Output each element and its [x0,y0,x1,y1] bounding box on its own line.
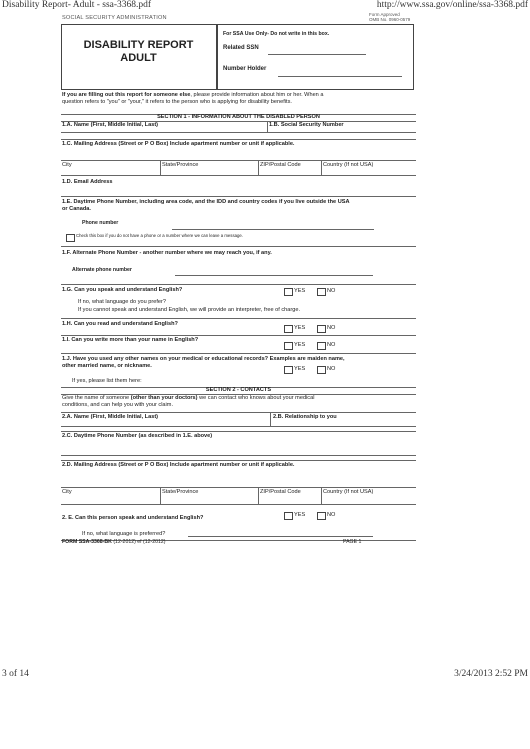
form-footer-id: FORM SSA-3368-BK (12-2012) ef (12-2012) [62,539,166,545]
q1i-no-checkbox[interactable] [317,342,326,350]
q1d-label: 1.D. Email Address [62,179,113,185]
q2e-label: 2. E. Can this person speak and understand English? [62,515,204,521]
q2d-label: 2.D. Mailing Address (Street or P O Box) Include apartment number or unit if applicable. [62,462,295,468]
q2e-no-checkbox[interactable] [317,512,326,520]
q2e-language-label: If no, what language is preferred? [82,531,166,537]
intro-text: If you are filling out this report for someone else, please provide information about him or her. When a question refers to "you" or "your," it refers to the person who is applying for disability benefits. [62,92,324,105]
agency-name: SOCIAL SECURITY ADMINISTRATION [62,15,167,21]
q2e-yes-checkbox[interactable] [284,512,293,520]
q1i-yes-checkbox[interactable] [284,342,293,350]
q1j-list-label: If yes, please list them here: [72,378,142,384]
state-label-1: State/Province [162,162,199,168]
city-label-1: City [62,162,72,168]
q1c-label: 1.C. Mailing Address (Street or P O Box) Include apartment number or unit if applicable. [62,141,295,147]
section2-header: SECTION 2 - CONTACTS [205,387,272,393]
q1h-label: 1.H. Can you read and understand English? [62,321,178,327]
q1j-no-checkbox[interactable] [317,366,326,374]
print-datetime: 3/24/2013 2:52 PM [454,669,528,679]
country-label-2: Country (If not USA) [323,489,374,495]
q1g-yes-checkbox[interactable] [284,288,293,296]
q1j-no-label: NO [327,366,336,372]
q1h-yes-label: YES [294,325,306,331]
q2a-label: 2.A. Name (First, Middle Initial, Last) [62,414,159,420]
q1g-interpreter-note: If you cannot speak and understand English, we will provide an interpreter, free of charge. [78,307,301,313]
q2e-no-label: NO [327,512,336,518]
document-url[interactable]: http://www.ssa.gov/online/ssa-3368.pdf [376,0,528,10]
q1j-yes-label: YES [294,366,306,372]
q1g-language-label: If no, what language do you prefer? [78,299,167,305]
no-phone-checkbox[interactable] [66,234,75,242]
state-label-2: State/Province [162,489,199,495]
q2e-language-line[interactable] [188,536,373,537]
q1i-yes-label: YES [294,342,306,348]
section2-intro: Give the name of someone (other than your doctors) we can contact who knows about your medical conditions, and can help you with your claim. [62,395,315,408]
page-indicator: 3 of 14 [2,669,29,679]
document-title: Disability Report- Adult - ssa-3368.pdf [2,0,152,10]
zip-label-1: ZIP/Postal Code [260,162,301,168]
q1i-label: 1.I. Can you write more than your name in English? [62,337,199,343]
q2b-label: 2.B. Relationship to you [273,414,337,420]
q1e-label: 1.E. Daytime Phone Number, including area code, and the IDD and country codes if you live outside the USA or Canada. [62,199,350,212]
form-title: DISABILITY REPORT [83,39,194,51]
q1g-no-label: NO [327,288,336,294]
related-ssn-label: Related SSN [223,45,259,51]
city-label-2: City [62,489,72,495]
alt-phone-label: Alternate phone number [72,267,132,273]
q1j-label: 1.J. Have you used any other names on your medical or educational records? Examples are maiden name, other married name, or nickname. [62,356,345,369]
q1i-no-label: NO [327,342,336,348]
phone-number-label: Phone number [82,220,119,226]
q1b-label: 1.B. Social Security Number [269,122,344,128]
number-holder-label: Number Holder [223,66,267,72]
q1h-no-checkbox[interactable] [317,325,326,333]
alt-phone-line[interactable] [175,275,373,276]
section1-header: SECTION 1 - INFORMATION ABOUT THE DISABLED PERSON [157,114,320,120]
omb-number: OMB No. 0960-0579 [369,17,411,22]
form-page-number: PAGE 1 [343,539,362,545]
phone-number-line[interactable] [172,229,374,230]
q1f-label: 1.F. Alternate Phone Number - another number where we may reach you, if any. [62,250,272,256]
q1h-no-label: NO [327,325,336,331]
no-phone-label: Check this box if you do not have a phone or a number where we can leave a message. [76,233,243,238]
q1a-label: 1.A. Name (First, Middle Initial, Last) [62,122,159,128]
q1j-yes-checkbox[interactable] [284,366,293,374]
q1h-yes-checkbox[interactable] [284,325,293,333]
q2e-yes-label: YES [294,512,306,518]
form-approved: Form Approved [369,12,400,17]
q2c-label: 2.C. Daytime Phone Number (as described in 1.E. above) [62,433,213,439]
country-label-1: Country (If not USA) [323,162,374,168]
ssa-use-note: For SSA Use Only- Do not write in this box. [223,31,330,37]
q1g-no-checkbox[interactable] [317,288,326,296]
form-subtitle: ADULT [120,52,157,64]
q1g-yes-label: YES [294,288,306,294]
zip-label-2: ZIP/Postal Code [260,489,301,495]
q1g-label: 1.G. Can you speak and understand English? [62,287,183,293]
